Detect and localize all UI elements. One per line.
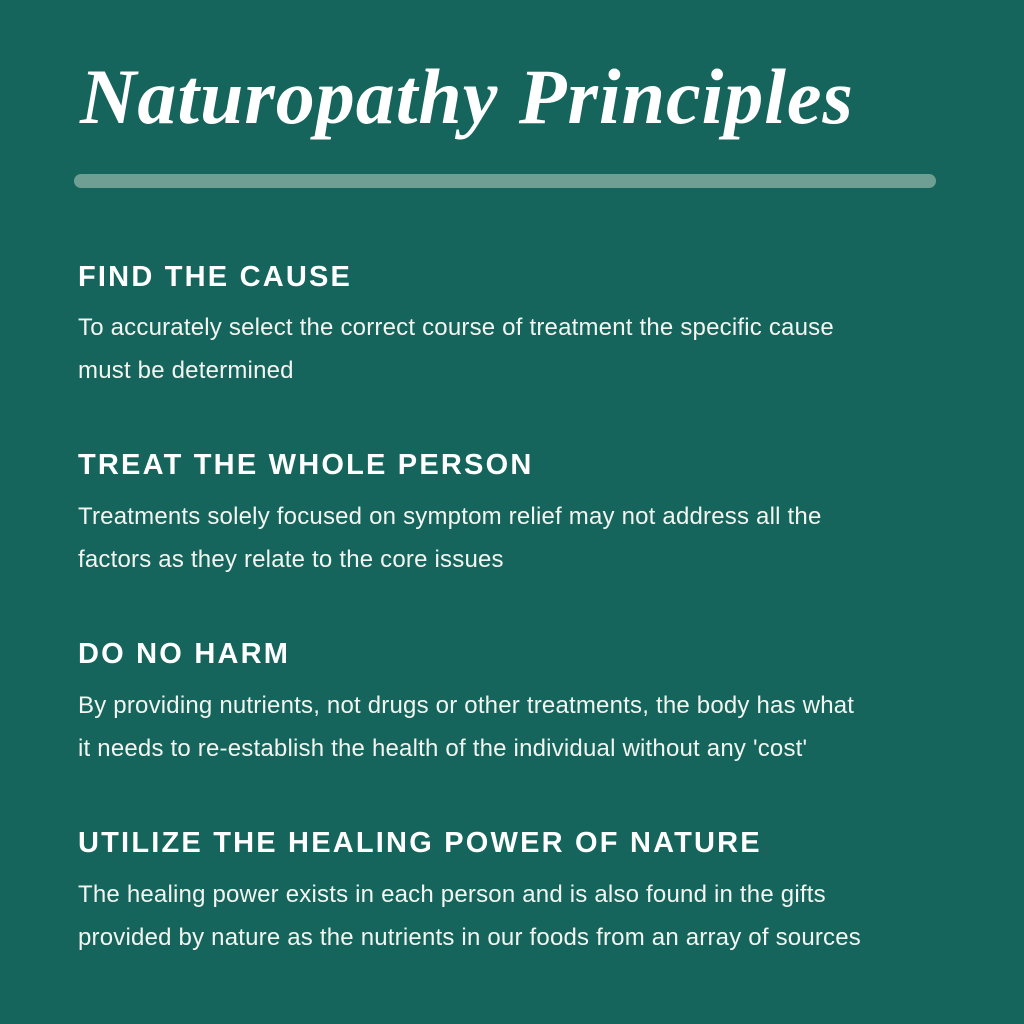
principle-heading: TREAT THE WHOLE PERSON [78,449,534,482]
principle-heading: UTILIZE THE HEALING POWER OF NATURE [78,826,762,859]
principle-body-line: provided by nature as the nutrients in our foods from an array of sources [78,923,862,951]
principle-body-line: factors as they relate to the core issues [78,546,504,574]
principle-body [78,306,966,392]
principle-body-line: must be determined [78,357,294,385]
principle-body [78,873,966,959]
principle-section-treat-the-whole-person [78,448,966,581]
title-divider [74,174,936,188]
principle-section-do-no-harm [78,637,966,770]
principle-body-line: By providing nutrients, not drugs or other treatments, the body has what [78,691,855,719]
principle-body-line: To accurately select the correct course of treatment the specific cause [78,314,834,342]
principle-body [78,684,966,770]
principle-body-line: it needs to re-establish the health of the individual without any 'cost' [78,734,808,762]
principle-body-line: Treatments solely focused on symptom relief may not address all the [78,503,822,531]
principle-heading: FIND THE CAUSE [78,260,353,293]
principle-section-utilize-healing-power-of-nature [78,826,966,959]
page-title: Naturopathy Principles [80,53,854,140]
principle-heading: DO NO HARM [78,638,291,671]
principle-body [78,495,966,581]
principle-body-line: The healing power exists in each person and is also found in the gifts [78,880,826,908]
principle-section-find-the-cause [78,260,966,393]
